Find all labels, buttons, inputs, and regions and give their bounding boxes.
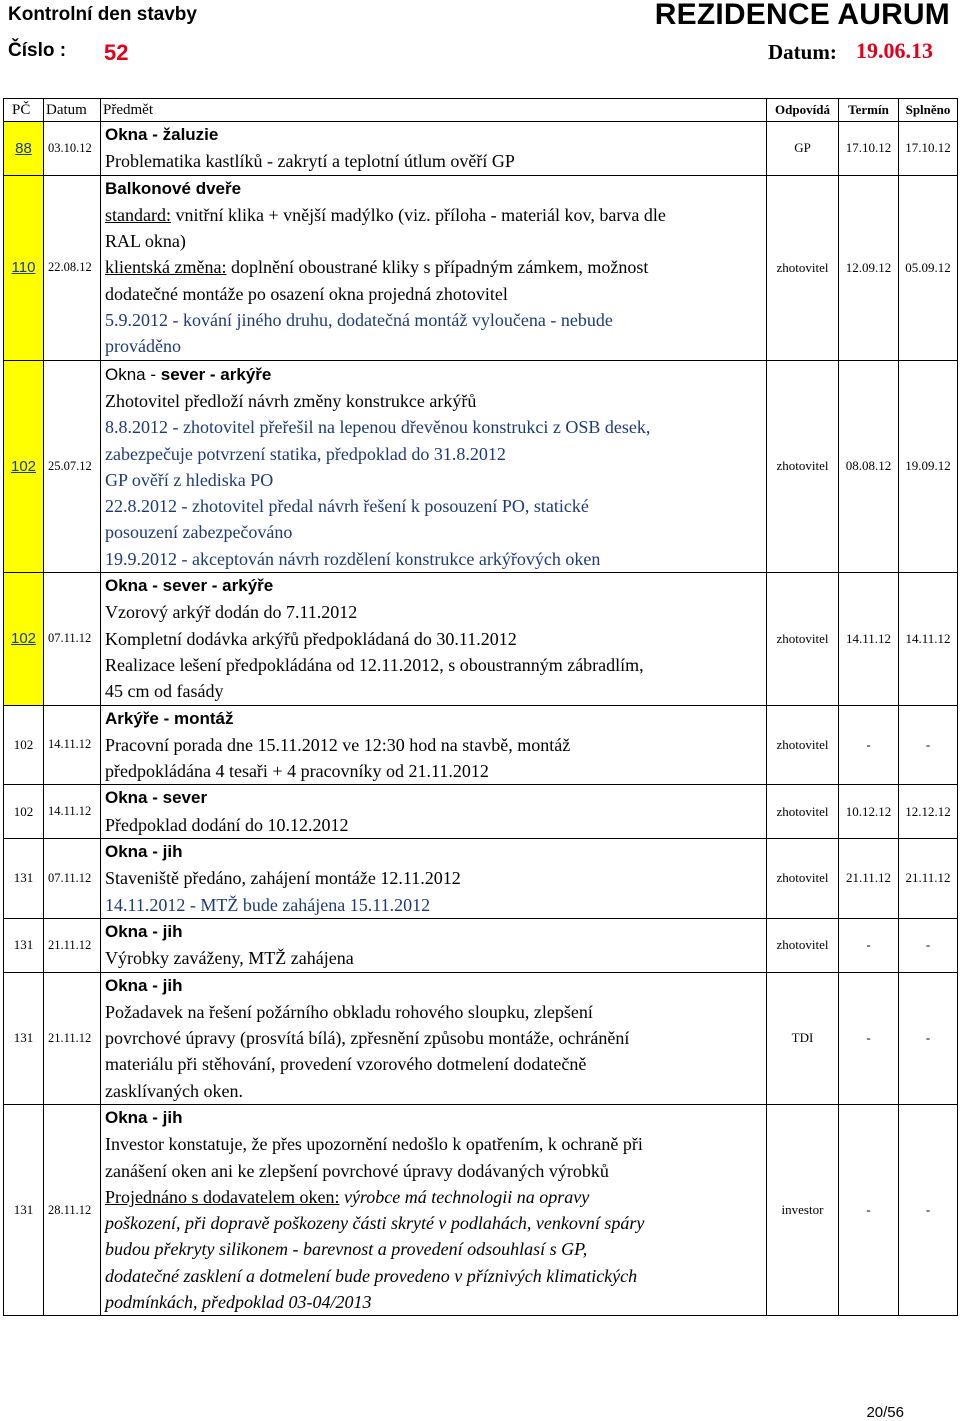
row-termin: 08.08.12 (839, 360, 899, 572)
subject-heading: Okna - jih (105, 975, 183, 995)
table-row (4, 705, 958, 785)
row-odpovida: zhotovitel (767, 918, 839, 972)
page-number: 20/56 (866, 1404, 904, 1421)
table-row (4, 360, 958, 572)
subject-line: budou překryty silikonem - barevnost a provedení odsouhlasí s GP, (105, 1239, 588, 1260)
row-termin: - (839, 972, 899, 1104)
subject-line: 19.9.2012 - akceptován návrh rozdělení konstrukce arkýřových oken (105, 548, 601, 569)
row-termin: - (839, 1104, 899, 1315)
table-row (4, 573, 958, 705)
subject-heading: Balkonové dveře (105, 178, 242, 198)
row-splneno: 19.09.12 (899, 360, 958, 572)
row-pc: 131 (4, 972, 44, 1104)
row-termin: - (839, 705, 899, 785)
col-header-termin: Termín (839, 99, 899, 122)
row-splneno: - (899, 972, 958, 1104)
col-header-splneno: Splněno (899, 99, 958, 122)
row-pc: 131 (4, 918, 44, 972)
subject-line: Požadavek na řešení požárního obkladu rohového sloupku, zlepšení (105, 1001, 593, 1022)
col-header-pc: PČ (4, 99, 44, 122)
row-odpovida: zhotovitel (767, 573, 839, 705)
row-odpovida: zhotovitel (767, 175, 839, 360)
row-subject (101, 918, 767, 972)
project-title: REZIDENCE AURUM (654, 0, 950, 31)
subject-line: 8.8.2012 - zhotovitel přeřešil na lepenou dřevěnou konstrukci z OSB desek, (105, 417, 651, 438)
row-date: 25.07.12 (44, 360, 101, 572)
col-header-datum: Datum (44, 99, 101, 122)
subject-line: Investor konstatuje, že přes upozornění nedošlo k opatřením, k ochraně při (105, 1134, 643, 1155)
row-pc: 102 (4, 705, 44, 785)
row-termin: 12.09.12 (839, 175, 899, 360)
row-splneno: - (899, 705, 958, 785)
table-row (4, 122, 958, 176)
row-odpovida: zhotovitel (767, 839, 839, 919)
subject-text: Okna - (105, 364, 161, 384)
row-date: 07.11.12 (44, 839, 101, 919)
row-date: 21.11.12 (44, 972, 101, 1104)
subject-line: dodatečné zasklení a dotmelení bude provedeno v příznivých klimatických (105, 1265, 638, 1286)
subject-line: 22.8.2012 - zhotovitel předal návrh řešení k posouzení PO, statické (105, 496, 589, 517)
subject-text: výrobce má technologii na opravy (339, 1186, 590, 1207)
subject-line: Pracovní porada dne 15.11.2012 ve 12:30 hod na stavbě, montáž (105, 734, 571, 755)
row-subject (101, 705, 767, 785)
subject-line: RAL okna) (105, 231, 186, 252)
cislo-value: 52 (104, 40, 129, 65)
subject-heading (105, 361, 762, 388)
row-subject (101, 785, 767, 839)
row-pc: 131 (4, 839, 44, 919)
subject-line: poškození, při dopravě poškozeny části skryté v podlahách, venkovní spáry (105, 1213, 645, 1234)
row-subject (101, 360, 767, 572)
table-row (4, 918, 958, 972)
subject-line (105, 254, 762, 280)
subject-heading: Okna - sever - arkýře (105, 576, 274, 596)
subject-line: předpokládána 4 tesaři + 4 pracovníky od 21.11.2012 (105, 761, 489, 782)
row-termin: 14.11.12 (839, 573, 899, 705)
row-subject (101, 122, 767, 176)
subject-line: Výrobky zaváženy, MTŽ zahájena (105, 948, 354, 969)
row-odpovida: GP (767, 122, 839, 176)
table-row (4, 785, 958, 839)
subject-text: doplnění oboustrané kliky s případným zámkem, možnost (226, 257, 649, 278)
subject-heading: Arkýře - montáž (105, 708, 234, 728)
subject-line: Realizace lešení předpokládána od 12.11.2012, s oboustranným zábradlím, (105, 654, 644, 675)
subject-line: podmínkách, předpoklad 03-04/2013 (105, 1292, 372, 1313)
row-termin: 10.12.12 (839, 785, 899, 839)
subject-line: prováděno (105, 336, 181, 357)
subject-line: 45 cm od fasády (105, 681, 224, 702)
subject-line: Staveniště předáno, zahájení montáže 12.11.2012 (105, 868, 461, 889)
subject-text: vnitřní klika + vnější madýlko (viz. příloha - materiál kov, barva dle (170, 204, 666, 225)
table-header-row (4, 99, 958, 122)
client-change-label: klientská změna: (105, 257, 227, 278)
col-header-predmet: Předmět (101, 99, 767, 122)
row-pc-link[interactable]: 88 (4, 122, 44, 176)
row-subject (101, 175, 767, 360)
row-subject (101, 573, 767, 705)
subject-line: posouzení zabezpečováno (105, 522, 293, 543)
row-date: 28.11.12 (44, 1104, 101, 1315)
row-termin: - (839, 918, 899, 972)
row-pc-link[interactable]: 102 (4, 573, 44, 705)
row-splneno: 14.11.12 (899, 573, 958, 705)
row-odpovida: investor (767, 1104, 839, 1315)
row-splneno: 17.10.12 (899, 122, 958, 176)
subject-line: zabezpečuje potvrzení statika, předpoklad do 31.8.2012 (105, 443, 506, 464)
subject-line (105, 1184, 762, 1210)
table-row (4, 1104, 958, 1315)
page-title-left: Kontrolní den stavby (8, 4, 197, 25)
subject-heading: Okna - jih (105, 921, 183, 941)
projednano-label: Projednáno s dodavatelem oken: (105, 1186, 340, 1207)
row-splneno: - (899, 1104, 958, 1315)
subject-line: GP ověří z hlediska PO (105, 469, 274, 490)
subject-heading: Okna - jih (105, 1107, 183, 1127)
subject-line: zasklívaných oken. (105, 1080, 243, 1101)
row-date: 14.11.12 (44, 705, 101, 785)
row-pc-link[interactable]: 110 (4, 175, 44, 360)
subject-line: 5.9.2012 - kování jiného druhu, dodatečná montáž vyloučena - nebude (105, 310, 613, 331)
subject-text: sever - arkýře (160, 364, 272, 384)
row-odpovida: zhotovitel (767, 360, 839, 572)
subject-line: Předpoklad dodání do 10.12.2012 (105, 814, 349, 835)
row-subject (101, 1104, 767, 1315)
subject-line: Zhotovitel předloží návrh změny konstrukce arkýřů (105, 390, 477, 411)
datum-label: Datum: (768, 40, 837, 64)
row-odpovida: zhotovitel (767, 705, 839, 785)
row-splneno: 05.09.12 (899, 175, 958, 360)
subject-line: dodatečné montáže po osazení okna projedná zhotovitel (105, 283, 508, 304)
table-row (4, 839, 958, 919)
cislo-label: Číslo : (8, 40, 67, 61)
table-row (4, 175, 958, 360)
subject-line: materiálu při stěhování, provedení vzorového dotmelení dodatečně (105, 1054, 587, 1075)
subject-heading: Okna - sever (105, 788, 208, 808)
subject-line: povrchové úpravy (prosvítá bílá), zpřesnění způsobu montáže, ochránění (105, 1028, 630, 1049)
row-odpovida: TDI (767, 972, 839, 1104)
row-pc-link[interactable]: 102 (4, 360, 44, 572)
row-splneno: 12.12.12 (899, 785, 958, 839)
subject-heading: Okna - jih (105, 842, 183, 862)
row-date: 07.11.12 (44, 573, 101, 705)
col-header-odpovida: Odpovídá (767, 99, 839, 122)
row-pc: 102 (4, 785, 44, 839)
subject-line (105, 202, 762, 228)
items-table (3, 98, 958, 1316)
row-date: 21.11.12 (44, 918, 101, 972)
row-odpovida: zhotovitel (767, 785, 839, 839)
row-date: 22.08.12 (44, 175, 101, 360)
subject-line: 14.11.2012 - MTŽ bude zahájena 15.11.2012 (105, 894, 431, 915)
row-subject (101, 972, 767, 1104)
subject-heading: Okna - žaluzie (105, 125, 219, 144)
row-date: 03.10.12 (44, 122, 101, 176)
subject-line: Problematika kastlíků - zakrytí a teplotní útlum ověří GP (105, 151, 515, 172)
row-date: 14.11.12 (44, 785, 101, 839)
row-termin: 21.11.12 (839, 839, 899, 919)
row-splneno: 21.11.12 (899, 839, 958, 919)
row-pc: 131 (4, 1104, 44, 1315)
subject-line: Vzorový arkýř dodán do 7.11.2012 (105, 602, 358, 623)
subject-line: zanášení oken ani ke zlepšení povrchové úpravy dodávaných výrobků (105, 1160, 609, 1181)
row-subject (101, 839, 767, 919)
standard-label: standard: (105, 204, 171, 225)
row-termin: 17.10.12 (839, 122, 899, 176)
row-splneno: - (899, 918, 958, 972)
datum-value: 19.06.13 (856, 38, 933, 63)
table-row (4, 972, 958, 1104)
subject-line: Kompletní dodávka arkýřů předpokládaná do 30.11.2012 (105, 628, 517, 649)
